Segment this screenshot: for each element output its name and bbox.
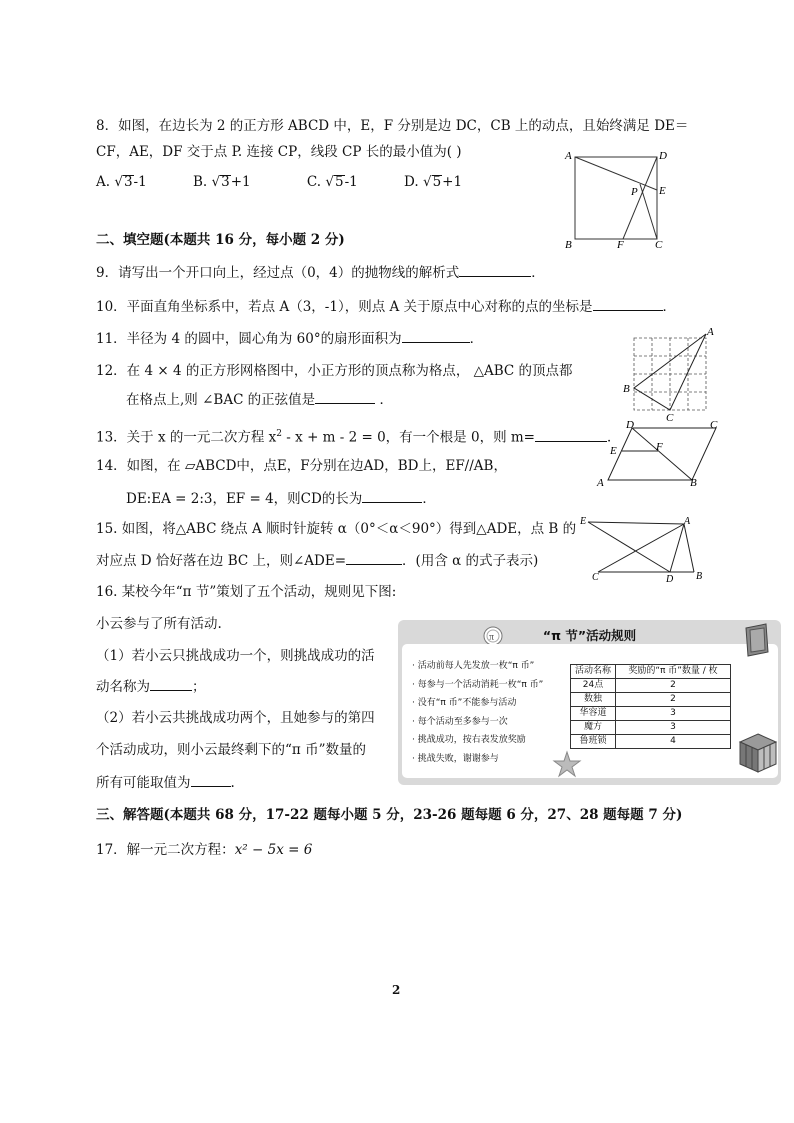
svg-text:π: π: [489, 632, 495, 643]
q8-label-p: P: [631, 186, 638, 198]
rule-item: · 没有“π 币”不能参与活动: [412, 698, 517, 708]
q14-label-f: F: [656, 441, 663, 453]
q8-option-a: A. √3-1: [96, 174, 147, 190]
q15-label-b: B: [696, 571, 703, 582]
pi-rules-panel: [402, 644, 778, 778]
q11: 11．半径为 4 的圆中，圆心角为 60°的扇形面积为 ．: [96, 328, 483, 349]
q14-label-e: E: [610, 445, 617, 457]
q16-p2c: 所有可能取值为 .: [96, 772, 235, 793]
table-cell: 数独: [571, 693, 616, 707]
q15-label-c: C: [592, 572, 599, 583]
q8-option-b: B. √3+1: [193, 174, 251, 190]
table-cell: 2: [616, 693, 731, 707]
section3-heading: 三、解答题(本题共 68 分，17-22 题每小题 5 分，23-26 题每题 6 分，27、28 题每题 7 分): [96, 807, 683, 823]
q13: 13．关于 x 的一元二次方程 $x^2 - x + m - 2 = 0$，有一个根是 0，则 m= ．: [96, 424, 620, 448]
q8-option-c: C. √5-1: [306, 174, 358, 190]
q14-label-a: A: [597, 477, 604, 489]
q8-options: [96, 172, 462, 192]
q12-figure: [620, 326, 720, 422]
q8-label-d: D: [659, 150, 667, 162]
q8-label-b: B: [565, 239, 572, 251]
q8-label-a: A: [565, 150, 572, 162]
table-row: [571, 707, 731, 721]
rule-item: · 挑战成功，按右表发放奖励: [412, 735, 526, 745]
table-cell: 鲁班锁: [571, 735, 616, 749]
q14-label-b: B: [690, 477, 697, 489]
table-cell: 魔方: [571, 721, 616, 735]
q12-label-a: A: [707, 326, 714, 338]
table-cell: 24点: [571, 679, 616, 693]
q14-line1: 14．如图，在 ▱ABCD中，点E，F分别在边AD，BD上，EF//AB，: [96, 458, 507, 474]
q8-label-c: C: [655, 239, 663, 251]
table-header-row: [571, 665, 731, 679]
rule-item: · 每参与一个活动消耗一枚“π 币”: [412, 679, 544, 690]
q16-p1b: 动名称为 ；: [96, 676, 206, 697]
q16-line1: 16. 某校今年“π 节”策划了五个活动，规则见下图:: [96, 584, 397, 600]
q8-option-d: D. √5+1: [404, 174, 463, 190]
rule-item: · 活动前每人先发放一枚“π 币”: [412, 661, 535, 671]
q8-label-f: F: [617, 239, 624, 251]
page-number: 2: [392, 983, 401, 997]
table-cell: 4: [616, 735, 731, 749]
q14-label-d: D: [626, 419, 634, 431]
q14-figure: [594, 418, 724, 490]
q8-line2: CF，AE，DF 交于点 P. 连接 CP，线段 CP 长的最小值为( ): [96, 144, 462, 160]
table-row: [571, 679, 731, 693]
q15-label-a: A: [684, 516, 691, 527]
table-row: [571, 693, 731, 707]
q15-line1: 15. 如图，将△ABC 绕点 A 顺时针旋转 α（0°＜α＜90°）得到△ADE，点 B 的: [96, 521, 577, 537]
q17: 17．解一元二次方程：x² − 5x = 6: [96, 842, 313, 858]
q16-p1a: （1）若小云只挑战成功一个，则挑战成功的活: [96, 648, 375, 664]
pi-rules-card: [398, 620, 781, 785]
rule-item: · 挑战失败，谢谢参与: [412, 753, 499, 764]
book-icon: [742, 622, 772, 658]
q8-label-e: E: [659, 185, 666, 197]
q15-line2: 对应点 D 恰好落在边 BC 上，则∠ADE= ．(用含 α 的式子表示): [96, 550, 538, 571]
q12-label-c: C: [666, 412, 674, 422]
star-icon: [552, 750, 582, 778]
table-header-cell: 活动名称: [571, 665, 616, 679]
q9: 9．请写出一个开口向上，经过点（0，4）的抛物线的解析式 ．: [96, 262, 545, 283]
table-cell: 3: [616, 707, 731, 721]
table-header-cell: 奖励的“π 币”数量 / 枚: [616, 665, 731, 679]
reward-table: [570, 664, 731, 749]
q8-line1: 8．如图，在边长为 2 的正方形 ABCD 中，E，F 分别是边 DC，CB 上的动点，且始终满足 DE＝: [96, 118, 689, 134]
section2-heading: 二、填空题(本题共 16 分，每小题 2 分): [96, 232, 345, 248]
rule-item: · 每个活动至多参与一次: [412, 716, 508, 727]
table-cell: 2: [616, 679, 731, 693]
q16-p2a: （2）若小云共挑战成功两个，且她参与的第四: [96, 710, 375, 726]
table-cell: 华容道: [571, 707, 616, 721]
q15-label-e: E: [580, 516, 587, 527]
q14-line2: DE:EA = 2:3，EF = 4，则CD的长为 ．: [126, 488, 436, 509]
table-row: [571, 735, 731, 749]
q12-line2: 在格点上,则 ∠BAC 的正弦值是 ．: [126, 389, 393, 410]
q15-figure: [580, 514, 710, 586]
q15-label-d: D: [666, 574, 674, 585]
q16-line2: 小云参与了所有活动.: [96, 616, 222, 632]
q10: 10．平面直角坐标系中，若点 A（3，-1），则点 A 关于原点中心对称的点的坐标是 ．: [96, 296, 676, 317]
table-row: [571, 721, 731, 735]
q8-figure: [560, 148, 672, 252]
rubiks-cube-icon: [738, 732, 778, 774]
table-cell: 3: [616, 721, 731, 735]
q14-label-c: C: [710, 419, 718, 431]
q12-line1: 12．在 4 × 4 的正方形网格图中，小正方形的顶点称为格点， △ABC 的顶点都: [96, 363, 573, 379]
pi-rules-title: “π 节”活动规则: [542, 628, 637, 643]
q16-p2b: 个活动成功，则小云最终剩下的“π 币”数量的: [96, 742, 366, 758]
pi-rules-list: [412, 657, 543, 768]
q12-label-b: B: [623, 383, 630, 395]
